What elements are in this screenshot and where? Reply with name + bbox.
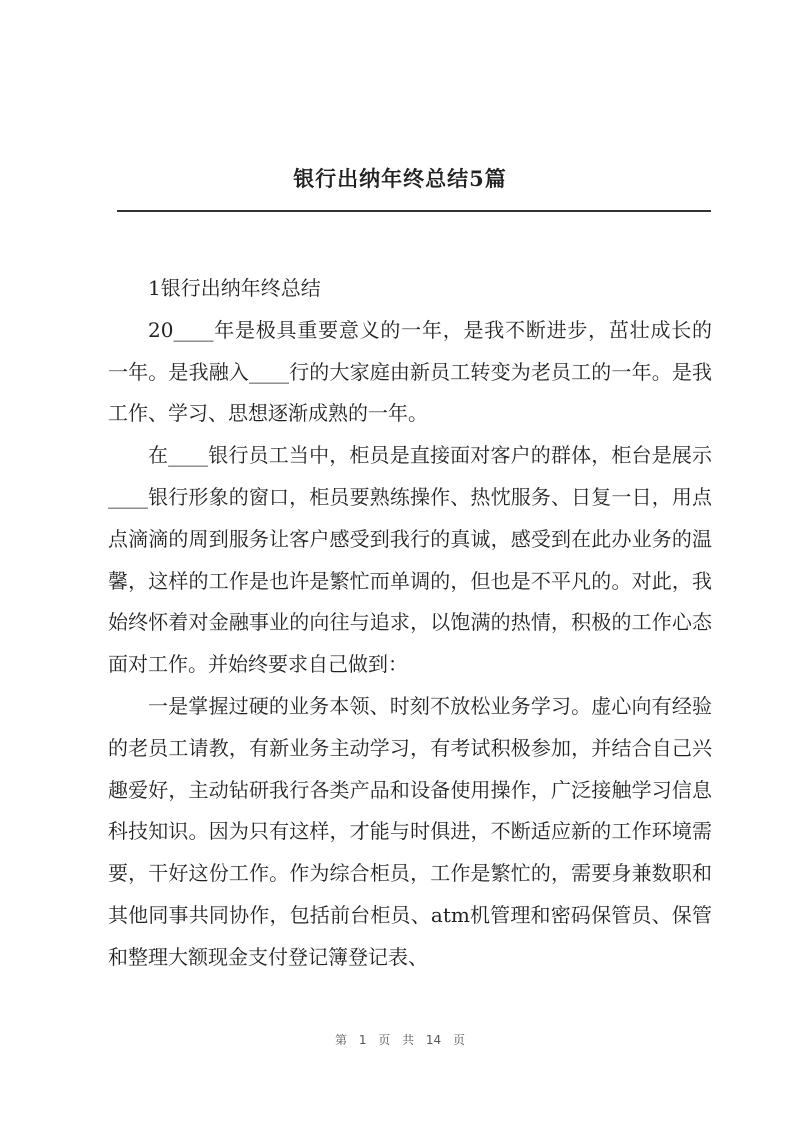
page-number-footer: 第 1 页 共 14 页 — [335, 1033, 465, 1047]
title-divider — [117, 210, 711, 212]
document-title: 银行出纳年终总结5篇 — [293, 166, 507, 191]
paragraph-1: 20____年是极具重要意义的一年，是我不断进步，茁壮成长的一年。是我融入____行的大家庭由新员工转变为老员工的一年。是我工作、学习、思想逐渐成熟的一年。 — [108, 317, 712, 426]
document-body — [108, 268, 712, 979]
paragraph-3: 一是掌握过硬的业务本领、时刻不放松业务学习。虚心向有经验的老员工请教，有新业务主动学习，有考试积极参加，并结合自己兴趣爱好，主动钻研我行各类产品和设备使用操作，广泛接触学习信息科技知识。因为只有这样，才能与时俱进，不断适应新的工作环境需要，干好这份工作。作为综合柜员，工作是繁忙的，需要身兼数职和其他同事共同协作，包括前台柜员、atm机管理和密码保管员、保管和整理大额现金支付登记簿登记表、 — [108, 693, 712, 969]
section-heading: 1银行出纳年终总结 — [148, 276, 321, 300]
paragraph-2: 在____银行员工当中，柜员是直接面对客户的群体，柜台是展示____银行形象的窗口，柜员要熟练操作、热忱服务、日复一日，用点点滴滴的周到服务让客户感受到我行的真诚，感受到在此办业务的温馨，这样的工作是也许是繁忙而单调的，但也是不平凡的。对此，我始终怀着对金融事业的向往与追求，以饱满的热情，积极的工作心态面对工作。并始终要求自己做到： — [108, 443, 712, 677]
